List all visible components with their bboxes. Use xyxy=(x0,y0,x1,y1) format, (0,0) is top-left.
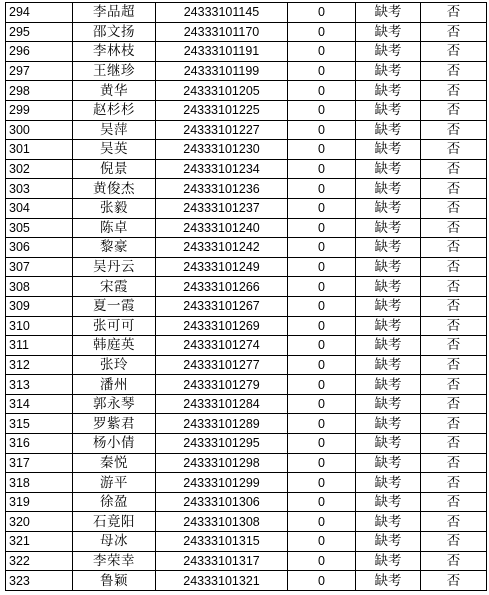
result-cell: 否 xyxy=(421,81,487,101)
table-row xyxy=(6,22,487,42)
candidate-id-cell: 24333101289 xyxy=(156,414,288,434)
row-number-cell: 297 xyxy=(6,61,73,81)
table-row xyxy=(6,453,487,473)
score-cell: 0 xyxy=(288,355,356,375)
score-cell: 0 xyxy=(288,22,356,42)
table-row xyxy=(6,473,487,493)
row-number-cell: 310 xyxy=(6,316,73,336)
row-number-cell: 304 xyxy=(6,198,73,218)
table-row xyxy=(6,336,487,356)
score-cell: 0 xyxy=(288,571,356,591)
candidate-name-cell: 吴萍 xyxy=(73,120,156,140)
status-cell: 缺考 xyxy=(356,453,421,473)
score-cell: 0 xyxy=(288,492,356,512)
candidate-name-cell: 韩庭英 xyxy=(73,336,156,356)
row-number-cell: 312 xyxy=(6,355,73,375)
result-cell: 否 xyxy=(421,571,487,591)
table-row xyxy=(6,257,487,277)
row-number-cell: 307 xyxy=(6,257,73,277)
candidate-id-cell: 24333101237 xyxy=(156,198,288,218)
status-cell: 缺考 xyxy=(356,355,421,375)
row-number-cell: 321 xyxy=(6,532,73,552)
score-cell: 0 xyxy=(288,257,356,277)
row-number-cell: 298 xyxy=(6,81,73,101)
candidate-id-cell: 24333101225 xyxy=(156,100,288,120)
result-cell: 否 xyxy=(421,3,487,23)
score-cell: 0 xyxy=(288,140,356,160)
results-table xyxy=(5,2,487,591)
table-row xyxy=(6,120,487,140)
score-cell: 0 xyxy=(288,551,356,571)
score-cell: 0 xyxy=(288,277,356,297)
score-cell: 0 xyxy=(288,316,356,336)
table-row xyxy=(6,277,487,297)
candidate-name-cell: 邵文扬 xyxy=(73,22,156,42)
candidate-name-cell: 鲁颖 xyxy=(73,571,156,591)
table-row xyxy=(6,81,487,101)
status-cell: 缺考 xyxy=(356,375,421,395)
result-cell: 否 xyxy=(421,198,487,218)
result-cell: 否 xyxy=(421,100,487,120)
status-cell: 缺考 xyxy=(356,532,421,552)
score-cell: 0 xyxy=(288,512,356,532)
score-cell: 0 xyxy=(288,434,356,454)
status-cell: 缺考 xyxy=(356,473,421,493)
candidate-id-cell: 24333101227 xyxy=(156,120,288,140)
candidate-id-cell: 24333101249 xyxy=(156,257,288,277)
result-cell: 否 xyxy=(421,434,487,454)
status-cell: 缺考 xyxy=(356,22,421,42)
table-row xyxy=(6,414,487,434)
candidate-id-cell: 24333101274 xyxy=(156,336,288,356)
candidate-name-cell: 李品超 xyxy=(73,3,156,23)
candidate-name-cell: 陈卓 xyxy=(73,218,156,238)
result-cell: 否 xyxy=(421,512,487,532)
table-row xyxy=(6,3,487,23)
row-number-cell: 300 xyxy=(6,120,73,140)
status-cell: 缺考 xyxy=(356,492,421,512)
status-cell: 缺考 xyxy=(356,257,421,277)
status-cell: 缺考 xyxy=(356,296,421,316)
candidate-id-cell: 24333101267 xyxy=(156,296,288,316)
candidate-id-cell: 24333101234 xyxy=(156,159,288,179)
result-cell: 否 xyxy=(421,394,487,414)
table-row xyxy=(6,198,487,218)
row-number-cell: 314 xyxy=(6,394,73,414)
score-cell: 0 xyxy=(288,296,356,316)
candidate-id-cell: 24333101199 xyxy=(156,61,288,81)
row-number-cell: 295 xyxy=(6,22,73,42)
result-cell: 否 xyxy=(421,453,487,473)
candidate-name-cell: 张可可 xyxy=(73,316,156,336)
table-row xyxy=(6,532,487,552)
candidate-id-cell: 24333101205 xyxy=(156,81,288,101)
row-number-cell: 294 xyxy=(6,3,73,23)
result-cell: 否 xyxy=(421,355,487,375)
status-cell: 缺考 xyxy=(356,336,421,356)
table-row xyxy=(6,42,487,62)
row-number-cell: 320 xyxy=(6,512,73,532)
result-cell: 否 xyxy=(421,238,487,258)
status-cell: 缺考 xyxy=(356,61,421,81)
status-cell: 缺考 xyxy=(356,42,421,62)
row-number-cell: 309 xyxy=(6,296,73,316)
candidate-name-cell: 黎豪 xyxy=(73,238,156,258)
row-number-cell: 318 xyxy=(6,473,73,493)
score-cell: 0 xyxy=(288,120,356,140)
score-cell: 0 xyxy=(288,238,356,258)
status-cell: 缺考 xyxy=(356,81,421,101)
table-row xyxy=(6,218,487,238)
table-row xyxy=(6,238,487,258)
candidate-id-cell: 24333101277 xyxy=(156,355,288,375)
row-number-cell: 301 xyxy=(6,140,73,160)
candidate-id-cell: 24333101317 xyxy=(156,551,288,571)
score-cell: 0 xyxy=(288,179,356,199)
status-cell: 缺考 xyxy=(356,238,421,258)
candidate-id-cell: 24333101321 xyxy=(156,571,288,591)
row-number-cell: 317 xyxy=(6,453,73,473)
result-cell: 否 xyxy=(421,551,487,571)
status-cell: 缺考 xyxy=(356,512,421,532)
candidate-name-cell: 游平 xyxy=(73,473,156,493)
status-cell: 缺考 xyxy=(356,3,421,23)
result-cell: 否 xyxy=(421,42,487,62)
row-number-cell: 315 xyxy=(6,414,73,434)
status-cell: 缺考 xyxy=(356,179,421,199)
candidate-id-cell: 24333101298 xyxy=(156,453,288,473)
status-cell: 缺考 xyxy=(356,198,421,218)
result-cell: 否 xyxy=(421,218,487,238)
candidate-id-cell: 24333101295 xyxy=(156,434,288,454)
score-cell: 0 xyxy=(288,3,356,23)
result-cell: 否 xyxy=(421,473,487,493)
result-cell: 否 xyxy=(421,532,487,552)
score-cell: 0 xyxy=(288,532,356,552)
result-cell: 否 xyxy=(421,316,487,336)
candidate-name-cell: 宋霞 xyxy=(73,277,156,297)
score-cell: 0 xyxy=(288,453,356,473)
status-cell: 缺考 xyxy=(356,120,421,140)
candidate-name-cell: 潘州 xyxy=(73,375,156,395)
candidate-name-cell: 倪景 xyxy=(73,159,156,179)
row-number-cell: 322 xyxy=(6,551,73,571)
table-row xyxy=(6,100,487,120)
candidate-id-cell: 24333101230 xyxy=(156,140,288,160)
result-cell: 否 xyxy=(421,179,487,199)
candidate-name-cell: 张毅 xyxy=(73,198,156,218)
status-cell: 缺考 xyxy=(356,434,421,454)
candidate-name-cell: 黄俊杰 xyxy=(73,179,156,199)
candidate-id-cell: 24333101266 xyxy=(156,277,288,297)
table-row xyxy=(6,159,487,179)
table-row xyxy=(6,551,487,571)
table-row xyxy=(6,492,487,512)
candidate-name-cell: 吴英 xyxy=(73,140,156,160)
row-number-cell: 316 xyxy=(6,434,73,454)
table-row xyxy=(6,179,487,199)
table-row xyxy=(6,571,487,591)
candidate-name-cell: 赵杉杉 xyxy=(73,100,156,120)
result-cell: 否 xyxy=(421,22,487,42)
score-cell: 0 xyxy=(288,100,356,120)
status-cell: 缺考 xyxy=(356,394,421,414)
status-cell: 缺考 xyxy=(356,140,421,160)
status-cell: 缺考 xyxy=(356,551,421,571)
candidate-id-cell: 24333101145 xyxy=(156,3,288,23)
candidate-name-cell: 李荣幸 xyxy=(73,551,156,571)
candidate-id-cell: 24333101242 xyxy=(156,238,288,258)
row-number-cell: 313 xyxy=(6,375,73,395)
candidate-name-cell: 石竟阳 xyxy=(73,512,156,532)
status-cell: 缺考 xyxy=(356,277,421,297)
row-number-cell: 311 xyxy=(6,336,73,356)
candidate-name-cell: 郭永琴 xyxy=(73,394,156,414)
score-cell: 0 xyxy=(288,375,356,395)
table-row xyxy=(6,355,487,375)
status-cell: 缺考 xyxy=(356,414,421,434)
table-row xyxy=(6,394,487,414)
candidate-name-cell: 张玲 xyxy=(73,355,156,375)
row-number-cell: 319 xyxy=(6,492,73,512)
row-number-cell: 296 xyxy=(6,42,73,62)
result-cell: 否 xyxy=(421,296,487,316)
score-cell: 0 xyxy=(288,218,356,238)
table-row xyxy=(6,61,487,81)
candidate-id-cell: 24333101191 xyxy=(156,42,288,62)
table-row xyxy=(6,296,487,316)
candidate-name-cell: 夏一霞 xyxy=(73,296,156,316)
candidate-name-cell: 杨小倩 xyxy=(73,434,156,454)
status-cell: 缺考 xyxy=(356,218,421,238)
status-cell: 缺考 xyxy=(356,159,421,179)
result-cell: 否 xyxy=(421,492,487,512)
candidate-name-cell: 李林枝 xyxy=(73,42,156,62)
table-row xyxy=(6,434,487,454)
candidate-name-cell: 吴丹云 xyxy=(73,257,156,277)
score-cell: 0 xyxy=(288,394,356,414)
status-cell: 缺考 xyxy=(356,316,421,336)
candidate-id-cell: 24333101308 xyxy=(156,512,288,532)
score-cell: 0 xyxy=(288,473,356,493)
candidate-name-cell: 黄华 xyxy=(73,81,156,101)
table-row xyxy=(6,316,487,336)
status-cell: 缺考 xyxy=(356,571,421,591)
candidate-id-cell: 24333101315 xyxy=(156,532,288,552)
row-number-cell: 323 xyxy=(6,571,73,591)
result-cell: 否 xyxy=(421,414,487,434)
result-cell: 否 xyxy=(421,277,487,297)
table-row xyxy=(6,140,487,160)
candidate-name-cell: 王继珍 xyxy=(73,61,156,81)
score-cell: 0 xyxy=(288,159,356,179)
result-cell: 否 xyxy=(421,375,487,395)
score-cell: 0 xyxy=(288,198,356,218)
result-cell: 否 xyxy=(421,140,487,160)
candidate-name-cell: 罗紫君 xyxy=(73,414,156,434)
table-row xyxy=(6,375,487,395)
candidate-id-cell: 24333101240 xyxy=(156,218,288,238)
result-cell: 否 xyxy=(421,61,487,81)
score-cell: 0 xyxy=(288,81,356,101)
candidate-id-cell: 24333101279 xyxy=(156,375,288,395)
row-number-cell: 308 xyxy=(6,277,73,297)
score-cell: 0 xyxy=(288,42,356,62)
row-number-cell: 299 xyxy=(6,100,73,120)
result-cell: 否 xyxy=(421,159,487,179)
row-number-cell: 305 xyxy=(6,218,73,238)
candidate-name-cell: 母冰 xyxy=(73,532,156,552)
candidate-id-cell: 24333101284 xyxy=(156,394,288,414)
score-cell: 0 xyxy=(288,414,356,434)
candidate-id-cell: 24333101236 xyxy=(156,179,288,199)
table-row xyxy=(6,512,487,532)
candidate-id-cell: 24333101269 xyxy=(156,316,288,336)
row-number-cell: 306 xyxy=(6,238,73,258)
result-cell: 否 xyxy=(421,336,487,356)
candidate-id-cell: 24333101170 xyxy=(156,22,288,42)
candidate-name-cell: 秦悦 xyxy=(73,453,156,473)
candidate-name-cell: 徐盈 xyxy=(73,492,156,512)
row-number-cell: 303 xyxy=(6,179,73,199)
score-cell: 0 xyxy=(288,336,356,356)
candidate-id-cell: 24333101306 xyxy=(156,492,288,512)
score-cell: 0 xyxy=(288,61,356,81)
candidate-id-cell: 24333101299 xyxy=(156,473,288,493)
result-cell: 否 xyxy=(421,120,487,140)
results-table-body xyxy=(6,3,487,591)
row-number-cell: 302 xyxy=(6,159,73,179)
result-cell: 否 xyxy=(421,257,487,277)
status-cell: 缺考 xyxy=(356,100,421,120)
